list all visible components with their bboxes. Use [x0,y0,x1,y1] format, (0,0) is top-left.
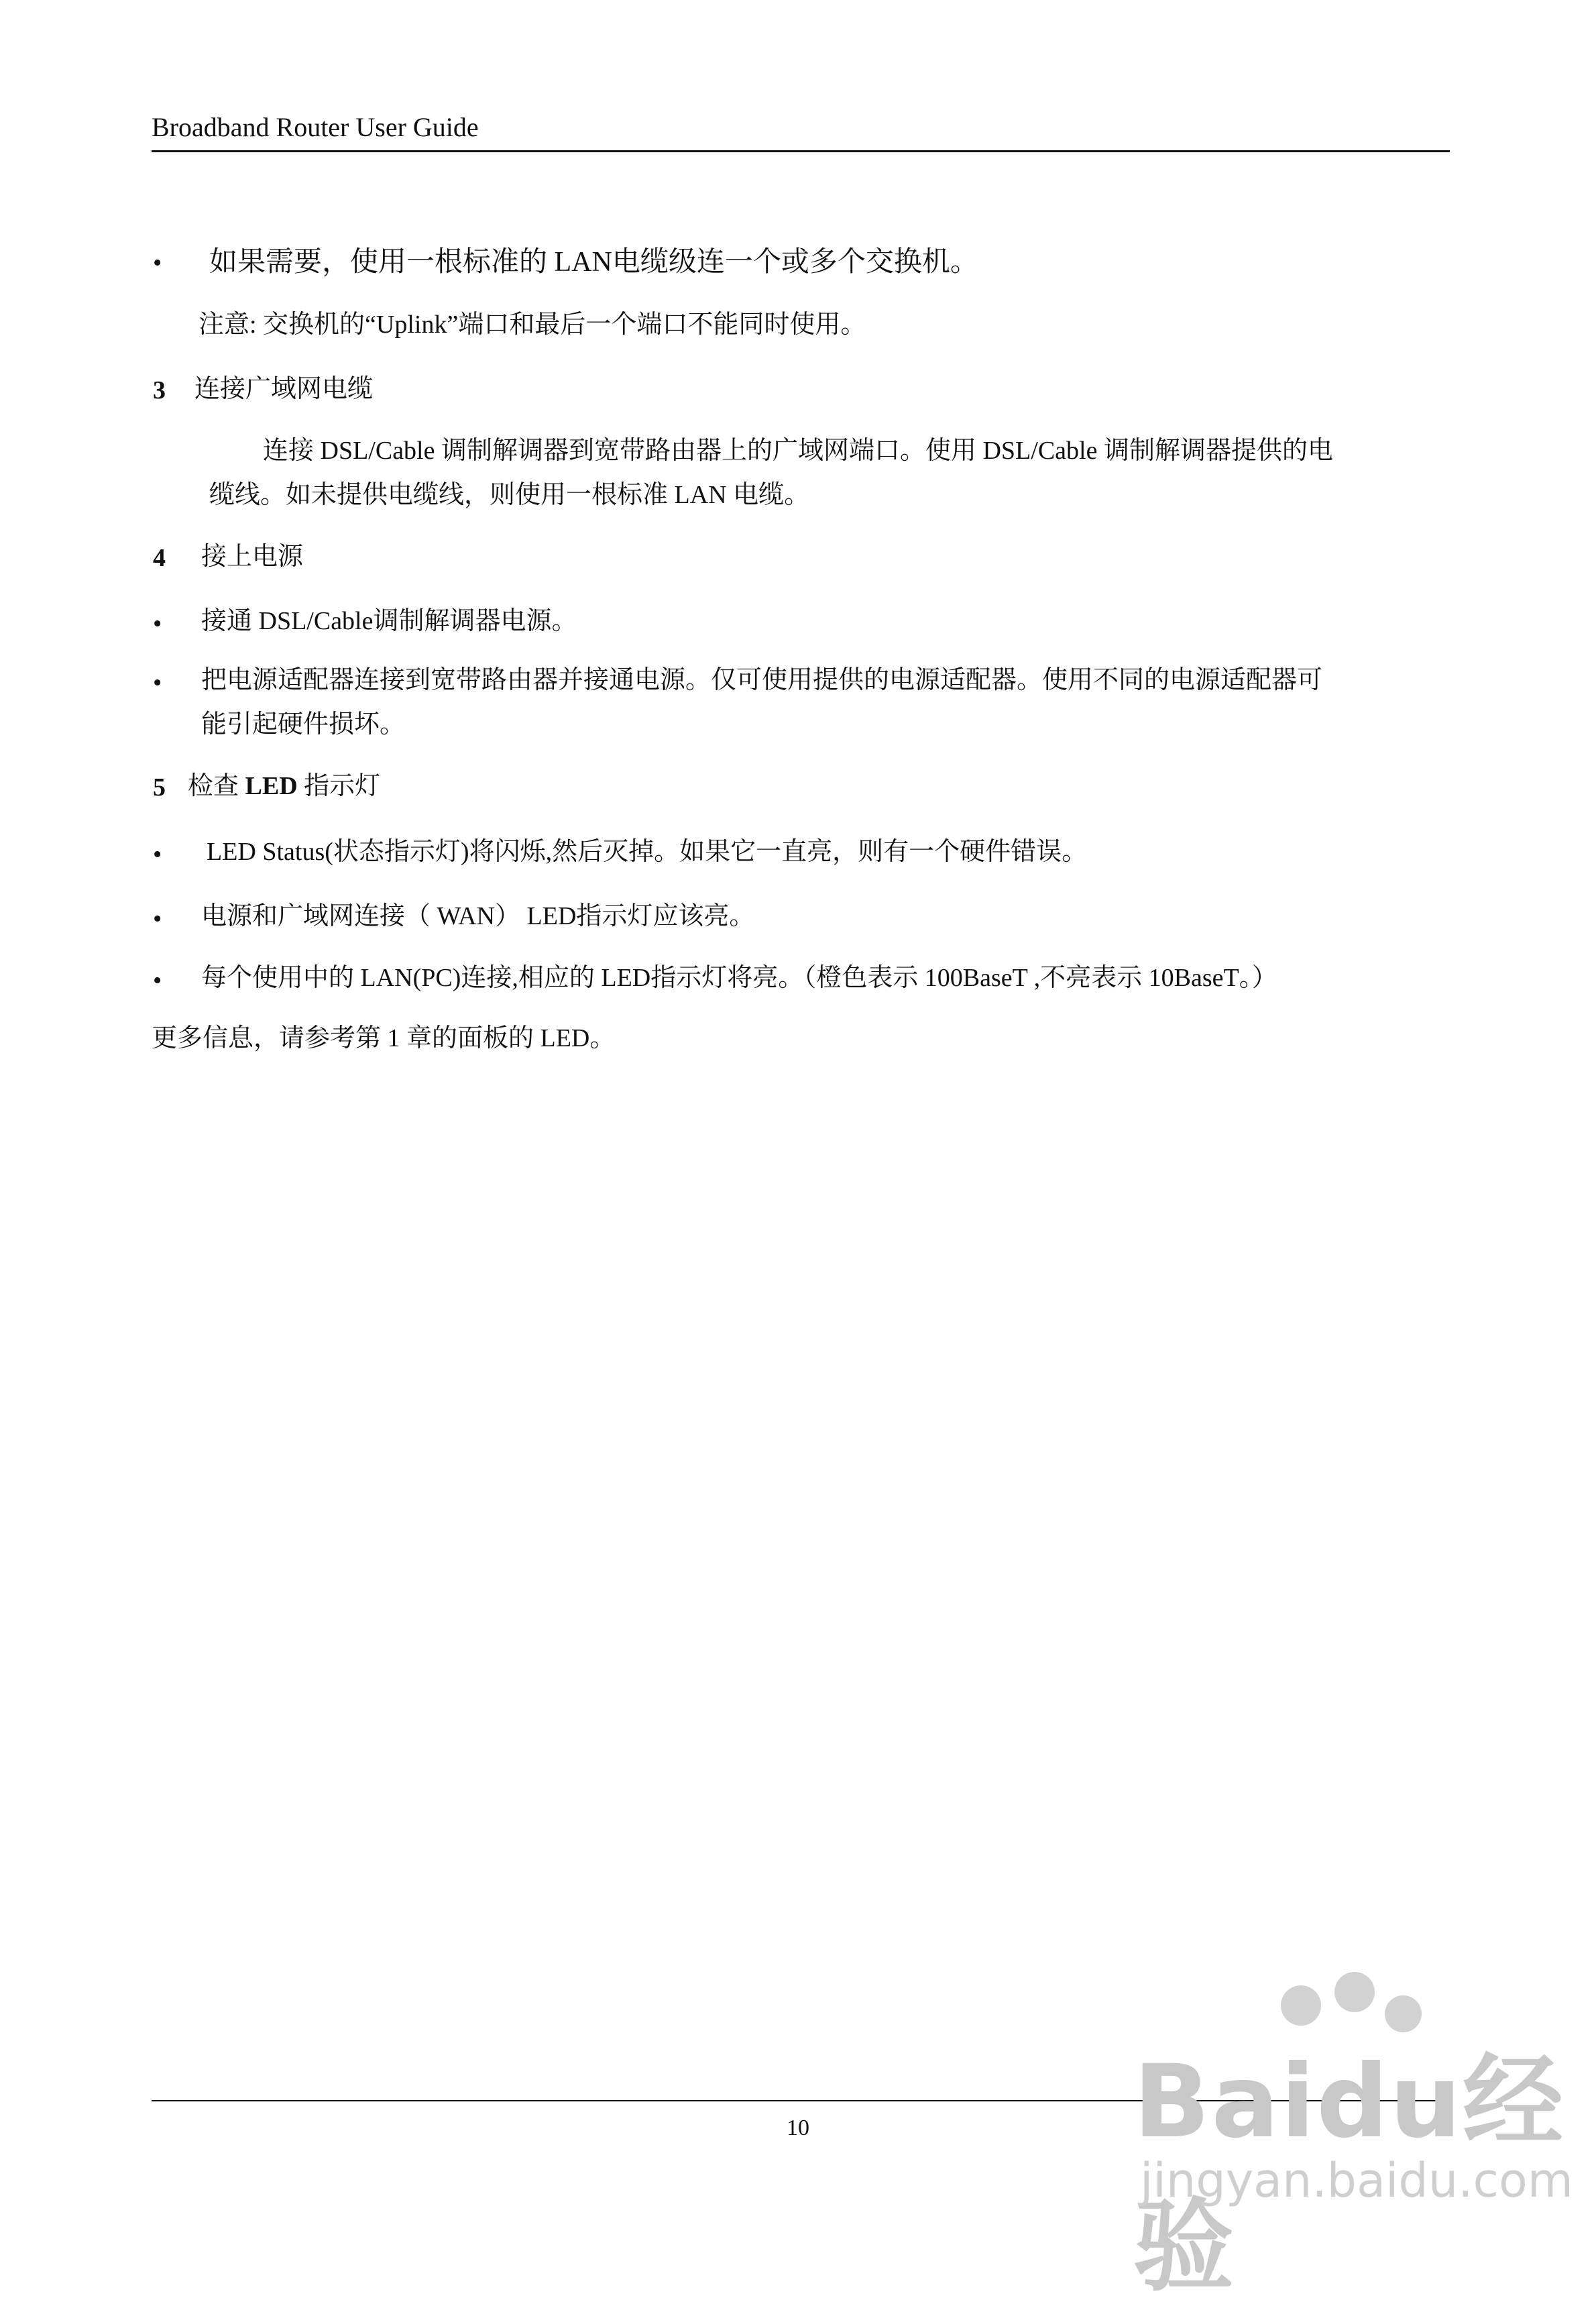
bullet-marker: • [153,905,162,933]
header-rule [152,150,1450,152]
section-number: 3 [153,376,166,404]
note-uplink: 注意: 交换机的“Uplink”端口和最后一个端口不能同时使用。 [198,311,866,339]
bullet-text-lan-cascade: 如果需要，使用一根标准的 LAN电缆级连一个或多个交换机。 [209,247,978,278]
bullet-marker: • [153,249,162,277]
paragraph-line: 缆线。如未提供电缆线，则使用一根标准 LAN 电缆。 [209,481,810,509]
watermark-logo: Baidu经验 [1133,2044,1565,2305]
bullet-text-lan-led: 每个使用中的 LAN(PC)连接,相应的 LED指示灯将亮。（橙色表示 100BaseT ,不亮表示 10BaseT。） [201,964,1277,992]
watermark-url: jingyan.baidu.com [1140,2153,1573,2208]
bullet-text-wan-led: 电源和广域网连接（ WAN） LED指示灯应该亮。 [201,902,755,930]
section-title-power: 接上电源 [201,543,304,571]
page-number: 10 [787,2115,809,2140]
section-title-led-bold: LED [245,772,298,800]
bullet-text-modem-power: 接通 DSL/Cable调制解调器电源。 [201,607,577,635]
header-title: Broadband Router User Guide [152,112,479,142]
bullet-text-led-status: LED Status(状态指示灯)将闪烁,然后灭掉。如果它一直亮，则有一个硬件错误。 [207,838,1088,866]
section-title-led [188,771,380,802]
section-title-part: 检查 [188,772,239,800]
section-title-part: 指示灯 [304,772,381,800]
bullet-marker: • [153,840,162,869]
section-title-wan: 连接广域网电缆 [194,375,374,403]
section-number: 5 [153,773,166,802]
section-number: 4 [153,544,166,572]
bullet-text-adapter: 把电源适配器连接到宽带路由器并接通电源。仅可使用提供的电源适配器。使用不同的电源适配器可 [201,666,1323,694]
footer-note: 更多信息，请参考第 1 章的面板的 LED。 [152,1024,616,1052]
bullet-marker: • [153,967,162,995]
bullet-text-adapter-cont: 能引起硬件损坏。 [201,710,406,738]
bullet-marker: • [153,669,162,697]
bullet-marker: • [153,610,162,638]
paragraph-line: 连接 DSL/Cable 调制解调器到宽带路由器上的广域网端口。使用 DSL/Cable 调制解调器提供的电 [263,437,1333,465]
